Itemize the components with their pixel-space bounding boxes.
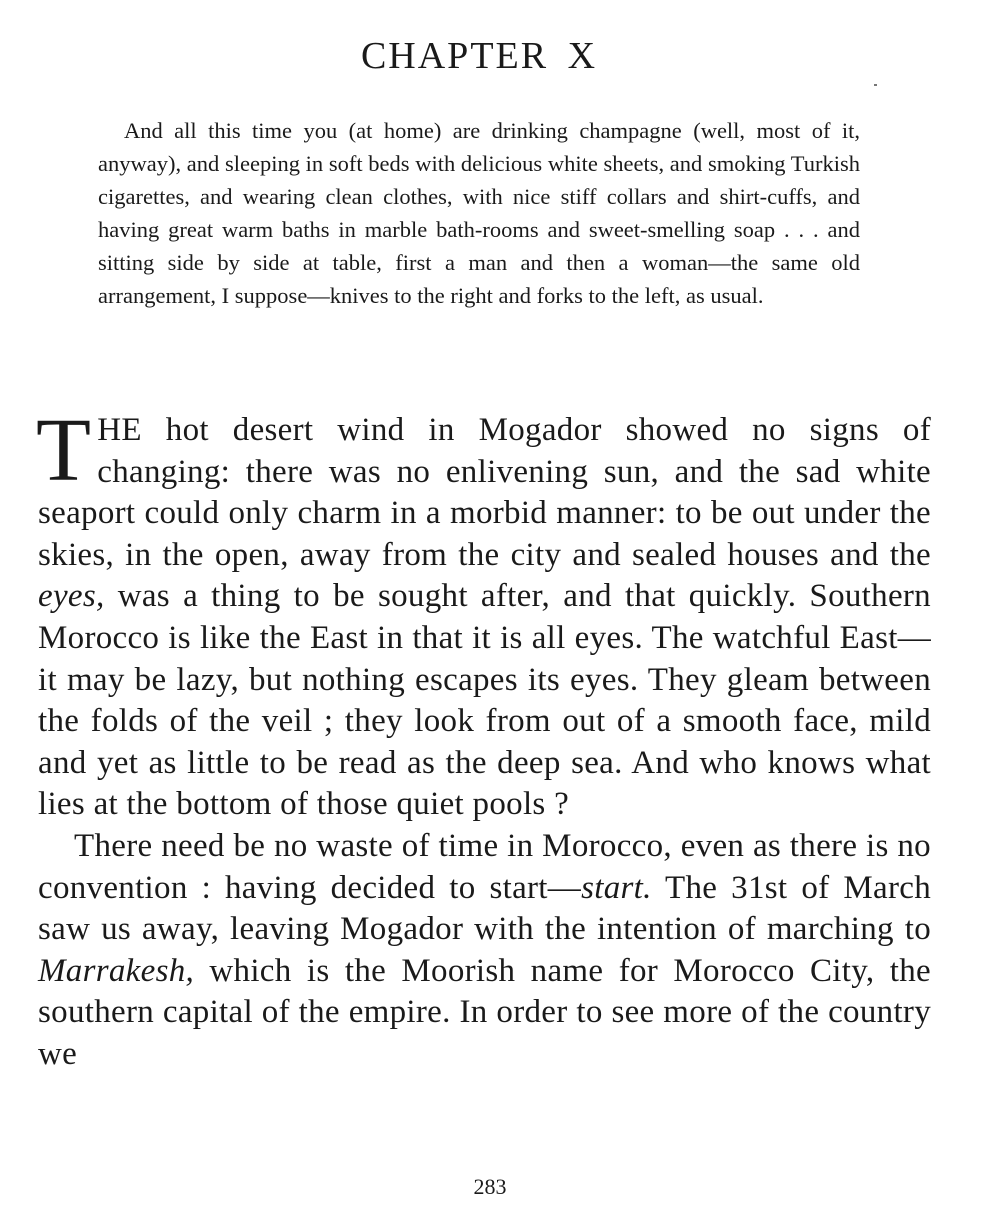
- body-text: [36, 401, 932, 1076]
- paragraph-1-text-b: was a thing to be sought after, and that quickly. Southern Morocco is like the East in that it is all eyes. The watchful East—it may be lazy, but nothing escapes its eyes. They gleam between the folds of the veil ; they look from out of a smooth face, mild and yet as little to be read as the deep sea. And who knows what lies at the bottom of those quiet pools ?: [38, 578, 931, 823]
- paragraph-2-text-b: The 31st of March saw us away, leaving Mogador with the intention of marching to: [38, 869, 932, 948]
- page-number: 283: [473, 1174, 507, 1199]
- chapter-title: CHAPTER X: [360, 35, 598, 77]
- paragraph-1-text-a: HE hot desert wind in Mogador showed no signs of changing: there was no enlivening sun, and the sad white seaport could only charm in a morbid manner: to be out under the skies, in the open, away from the city and sealed houses and the: [38, 412, 931, 573]
- paragraph-1-italic-eyes: eyes,: [38, 578, 105, 615]
- paragraph-2-text-c: which is the Moorish name for Morocco City, the southern capital of the empire. In order to see more of the country we: [38, 952, 931, 1072]
- paragraph-2-italic-start: start.: [581, 869, 652, 906]
- paragraph-2-italic-marrakesh: Marrakesh,: [38, 952, 195, 989]
- paragraph-2: [38, 826, 931, 1076]
- stray-ink-mark: [874, 84, 877, 86]
- paragraph-1: [36, 401, 931, 826]
- drop-cap: T: [36, 401, 92, 500]
- paragraph-2-text-a: There need be no waste of time in Morocco, even as there is no convention : having decided to start—: [38, 827, 931, 906]
- epigraph-quote: And all this time you (at home) are drinking champagne (well, most of it, anyway), and sleeping in soft beds with delicious white sheets, and smoking Turkish cigarettes, and wearing clean clothes, with nice stiff collars and shirt-cuffs, and having great warm baths in marble bath-rooms and sweet-smelling soap . . . and sitting side by side at table, first a man and then a woman—the same old arrangement, I suppose—knives to the right and forks to the left, as usual.: [98, 118, 860, 308]
